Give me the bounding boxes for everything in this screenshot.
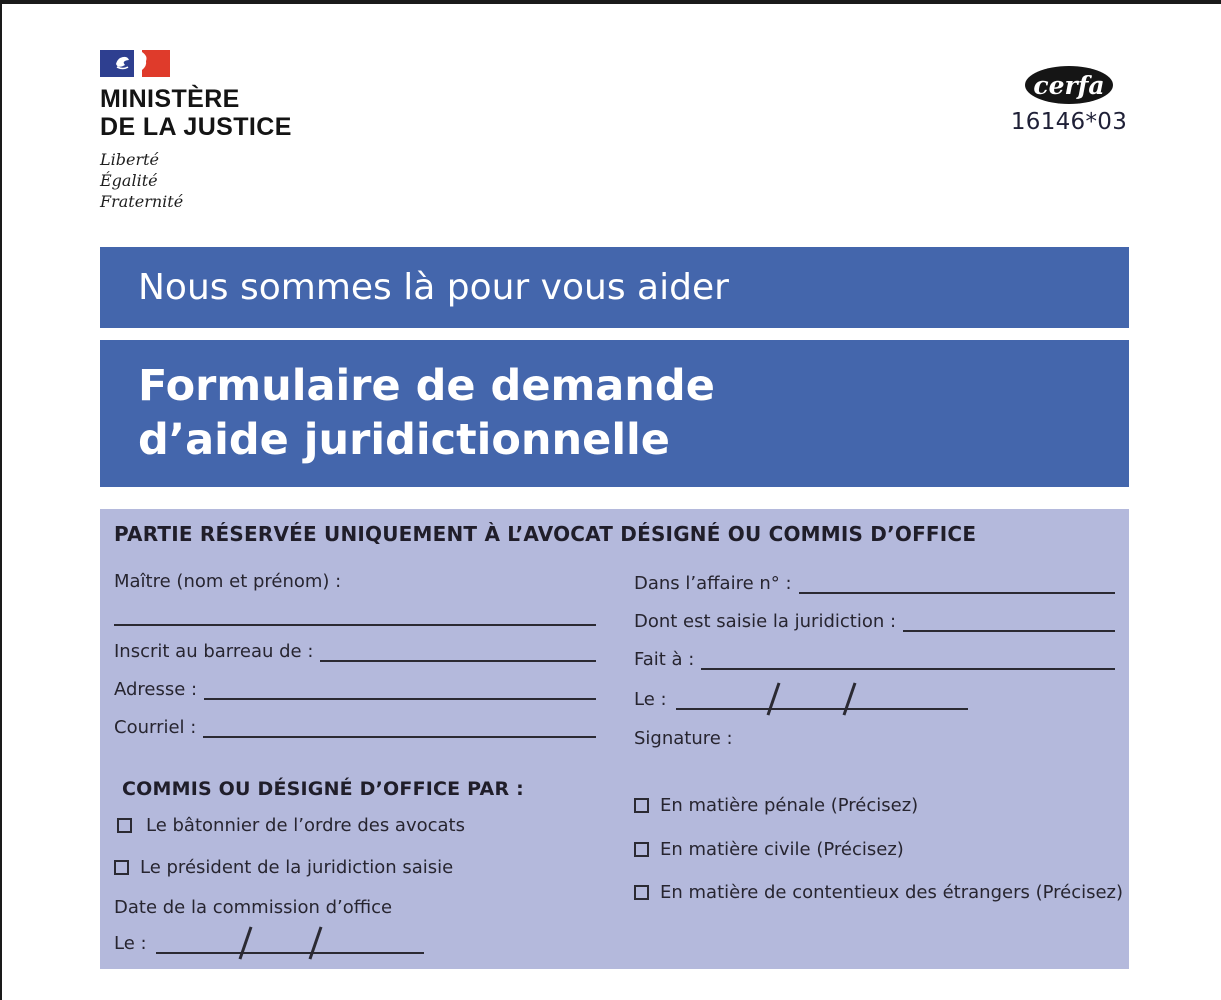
section-columns (114, 571, 1124, 954)
lawyer-reserved-section (100, 509, 1129, 969)
juridiction-label: Dont est saisie la juridiction : (634, 611, 897, 632)
date-slash (842, 682, 856, 715)
cerfa-logo-text: cerfa (1033, 70, 1105, 100)
field-juridiction (634, 611, 1115, 632)
checkbox-row-civile (634, 839, 1115, 860)
fait-a-label: Fait à : (634, 649, 695, 670)
date-slash (766, 682, 780, 715)
french-flag-marianne-icon (100, 50, 172, 77)
matiere-etrangers-checkbox[interactable] (634, 885, 649, 900)
adresse-input-line[interactable] (204, 696, 596, 700)
affaire-label: Dans l’affaire n° : (634, 573, 792, 594)
section-title: PARTIE RÉSERVÉE UNIQUEMENT À L’AVOCAT DÉSIGNÉ OU COMMIS D’OFFICE (114, 522, 977, 546)
ministry-name-line2: DE LA JUSTICE (100, 112, 292, 141)
matiere-civile-label: En matière civile (Précisez) (660, 839, 904, 860)
checkbox-row-etrangers (634, 882, 1124, 903)
barreau-label: Inscrit au barreau de : (114, 641, 314, 662)
cerfa-logo (1025, 66, 1113, 104)
form-title-line1: Formulaire de demande (138, 360, 715, 411)
barreau-input-line[interactable] (320, 658, 596, 662)
form-title-banner (100, 340, 1129, 487)
date-commission-label: Date de la commission d’office (114, 897, 393, 918)
president-checkbox[interactable] (114, 860, 129, 875)
le-right-label: Le : (634, 689, 667, 710)
page-content (100, 4, 1129, 1000)
matiere-penale-label: En matière pénale (Précisez) (660, 795, 919, 816)
signature-date-input-line[interactable] (676, 684, 968, 710)
field-affaire (634, 573, 1115, 594)
courriel-input-line[interactable] (203, 734, 596, 738)
tagline-banner (100, 247, 1129, 328)
motto-egalite: Égalité (100, 170, 158, 190)
le-left-label: Le : (114, 933, 147, 954)
batonnier-label: Le bâtonnier de l’ordre des avocats (146, 815, 465, 836)
matiere-penale-checkbox[interactable] (634, 798, 649, 813)
fait-a-input-line[interactable] (701, 666, 1115, 670)
field-courriel (114, 717, 596, 738)
field-date-commission (114, 928, 596, 954)
president-label: Le président de la juridiction saisie (140, 857, 454, 878)
matiere-etrangers-label: En matière de contentieux des étrangers (Précisez) (660, 882, 1124, 903)
batonnier-checkbox[interactable] (117, 818, 132, 833)
juridiction-input-line[interactable] (903, 628, 1115, 632)
adresse-label: Adresse : (114, 679, 198, 700)
maitre-input-line[interactable] (114, 624, 596, 626)
commis-doffice-header: COMMIS OU DÉSIGNÉ D’OFFICE PAR : (122, 778, 524, 800)
checkbox-row-batonnier (114, 815, 596, 836)
form-title-line2: d’aide juridictionnelle (138, 414, 670, 465)
field-date-signature (634, 684, 1115, 710)
republic-motto (100, 150, 292, 212)
tagline-text: Nous sommes là pour vous aider (138, 267, 729, 308)
signature-label: Signature : (634, 728, 733, 749)
affaire-input-line[interactable] (799, 590, 1115, 594)
ministry-logo-block (100, 50, 292, 212)
motto-liberte: Liberté (100, 150, 159, 169)
courriel-label: Courriel : (114, 717, 197, 738)
commission-date-input-line[interactable] (156, 928, 424, 954)
checkbox-row-penale (634, 795, 1115, 816)
right-column (634, 571, 1124, 954)
left-column (114, 571, 596, 954)
cerfa-block (1009, 66, 1129, 212)
date-slash (308, 926, 322, 959)
field-barreau (114, 641, 596, 662)
maitre-label: Maître (nom et prénom) : (114, 571, 342, 592)
motto-fraternite: Fraternité (100, 191, 184, 211)
cerfa-form-number: 16146*03 (1010, 109, 1128, 135)
date-slash (239, 926, 253, 959)
field-fait-a (634, 649, 1115, 670)
page-header (100, 50, 1129, 212)
checkbox-row-president (114, 857, 596, 878)
matiere-civile-checkbox[interactable] (634, 842, 649, 857)
field-adresse (114, 679, 596, 700)
ministry-name (100, 86, 292, 141)
ministry-name-line1: MINISTÈRE (100, 85, 240, 113)
